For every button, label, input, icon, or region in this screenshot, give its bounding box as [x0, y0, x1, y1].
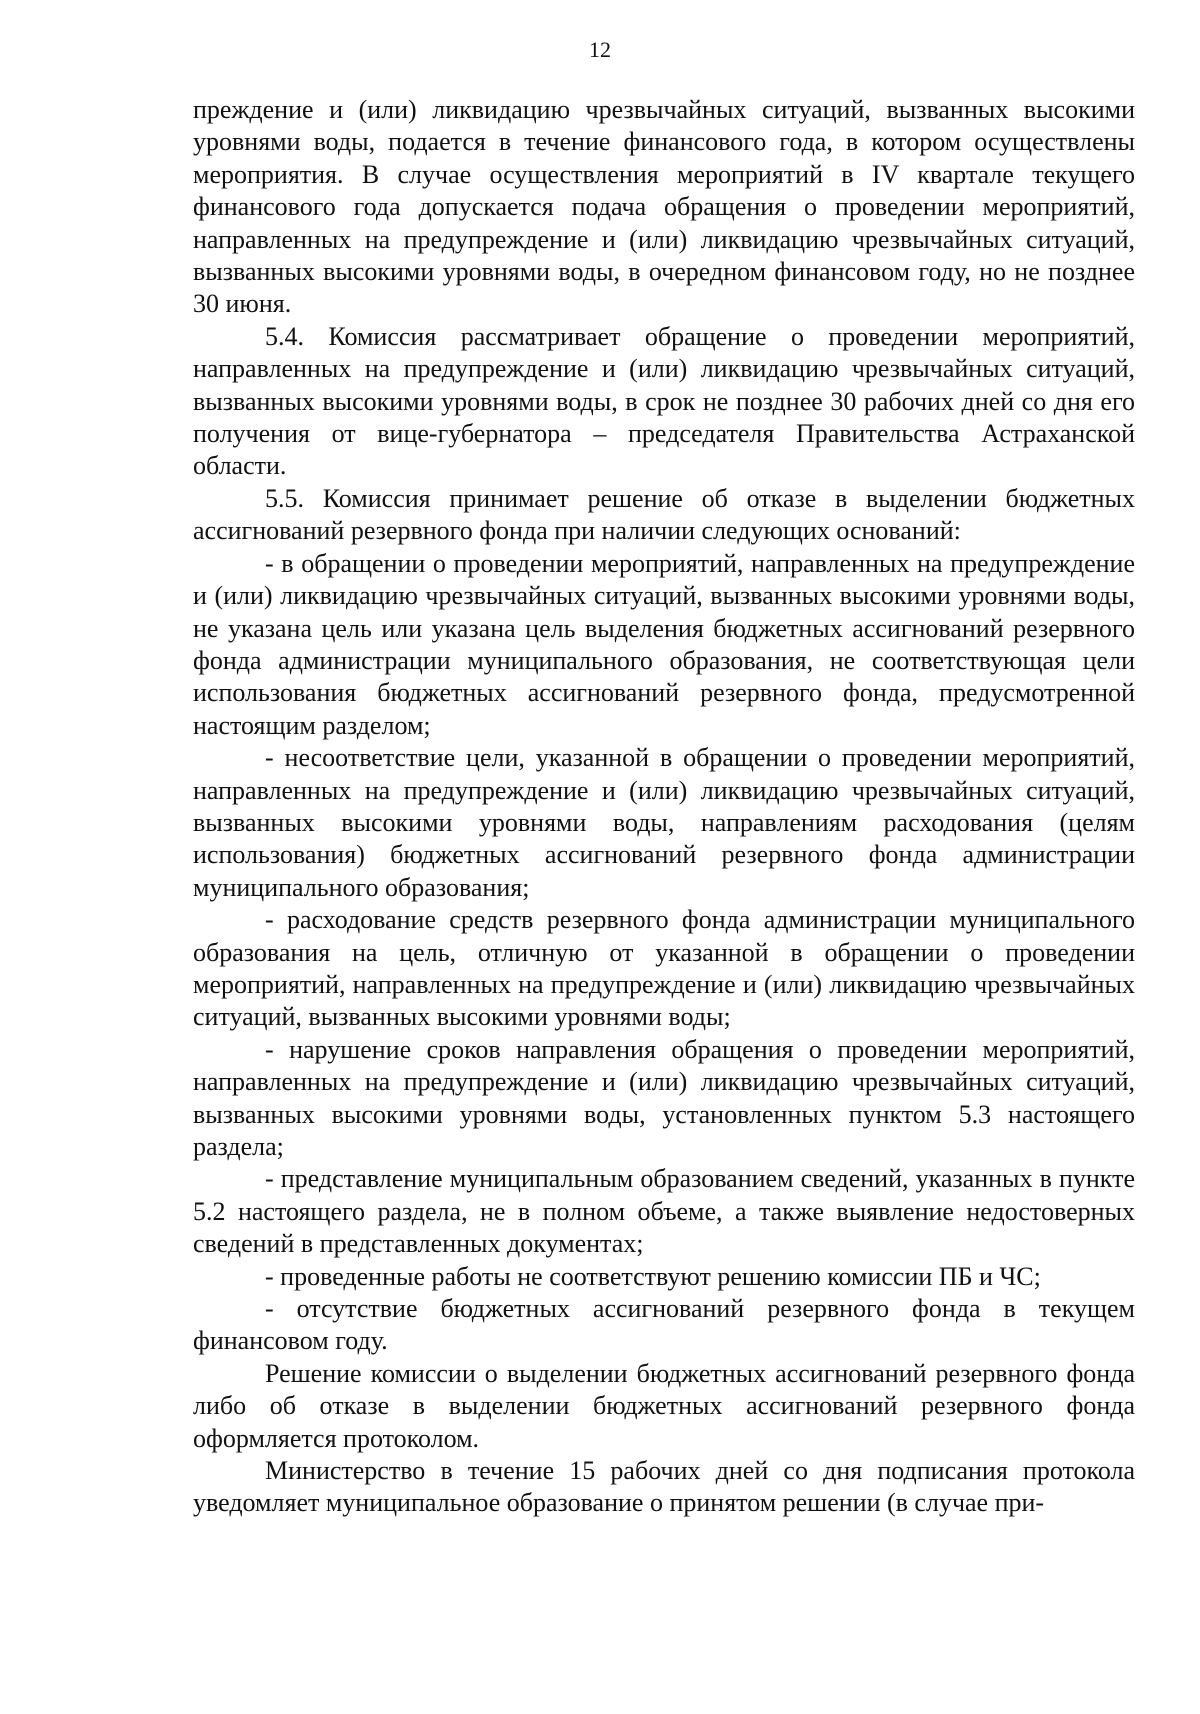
- refusal-ground-6: - проведенные работы не соответствуют решению комиссии ПБ и ЧС;: [265, 1261, 1041, 1291]
- refusal-ground-1: - в обращении о проведении мероприятий, направленных на предупреждение и (или) ликвидацию чрезвычайных ситуаций, вызванных высокими уровнями воды, не указана цель или указана цель выделения бюджетных ассигнований резервного фонда администрации муниципального образования, не соответствующая цели использования бюджетных ассигнований резервного фонда, предусмотренной настоящим разделом;: [193, 548, 1135, 740]
- refusal-ground-3: - расходование средств резервного фонда администрации муниципального образования на цель, отличную от указанной в обращении о проведении мероприятий, направленных на предупреждение и (или) ликвидацию чрезвычайных ситуаций, вызванных высокими уровнями воды;: [193, 905, 1135, 1032]
- page-number: 12: [589, 37, 611, 62]
- refusal-ground-7: - отсутствие бюджетных ассигнований резервного фонда в текущем финансовом году.: [193, 1294, 1135, 1356]
- decision-paragraph: Решение комиссии о выделении бюджетных ассигнований резервного фонда либо об отказе в выделении бюджетных ассигнований резервного фонда оформляется протоколом.: [193, 1358, 1135, 1453]
- refusal-ground-4: - нарушение сроков направления обращения о проведении мероприятий, направленных на предупреждение и (или) ликвидацию чрезвычайных ситуаций, вызванных высокими уровнями воды, установленных пунктом 5.3 настоящего раздела;: [193, 1034, 1135, 1161]
- clause-5-4: 5.4. Комиссия рассматривает обращение о проведении мероприятий, направленных на предупреждение и (или) ликвидацию чрезвычайных ситуаций, вызванных высокими уровнями воды, в срок не позднее 30 рабочих дней со дня его получения от вице-губернатора – председателя Правительства Астраханской области.: [193, 321, 1135, 481]
- document-body: [193, 94, 1135, 1520]
- clause-5-5: 5.5. Комиссия принимает решение об отказе в выделении бюджетных ассигнований резервного фонда при наличии следующих оснований:: [193, 483, 1135, 546]
- continuation-paragraph: преждение и (или) ликвидацию чрезвычайных ситуаций, вызванных высокими уровнями воды, подается в течение финансового года, в котором осуществлены мероприятия. В случае осуществления мероприятий в IV квартале текущего финансового года допускается подача обращения о проведении мероприятий, направленных на предупреждение и (или) ликвидацию чрезвычайных ситуаций, вызванных высокими уровнями воды, в очередном финансовом году, но не позднее 30 июня.: [193, 95, 1135, 319]
- ministry-notice-paragraph: Министерство в течение 15 рабочих дней со дня подписания протокола уведомляет муниципальное образование о принятом решении (в случае при-: [193, 1456, 1135, 1518]
- refusal-ground-2: - несоответствие цели, указанной в обращении о проведении мероприятий, направленных на предупреждение и (или) ликвидацию чрезвычайных ситуаций, вызванных высокими уровнями воды, направлениям расходования (целям использования) бюджетных ассигнований резервного фонда администрации муниципального образования;: [193, 743, 1135, 902]
- refusal-ground-5: - представление муниципальным образованием сведений, указанных в пункте 5.2 настоящего раздела, не в полном объеме, а также выявление недостоверных сведений в представленных документах;: [193, 1164, 1135, 1259]
